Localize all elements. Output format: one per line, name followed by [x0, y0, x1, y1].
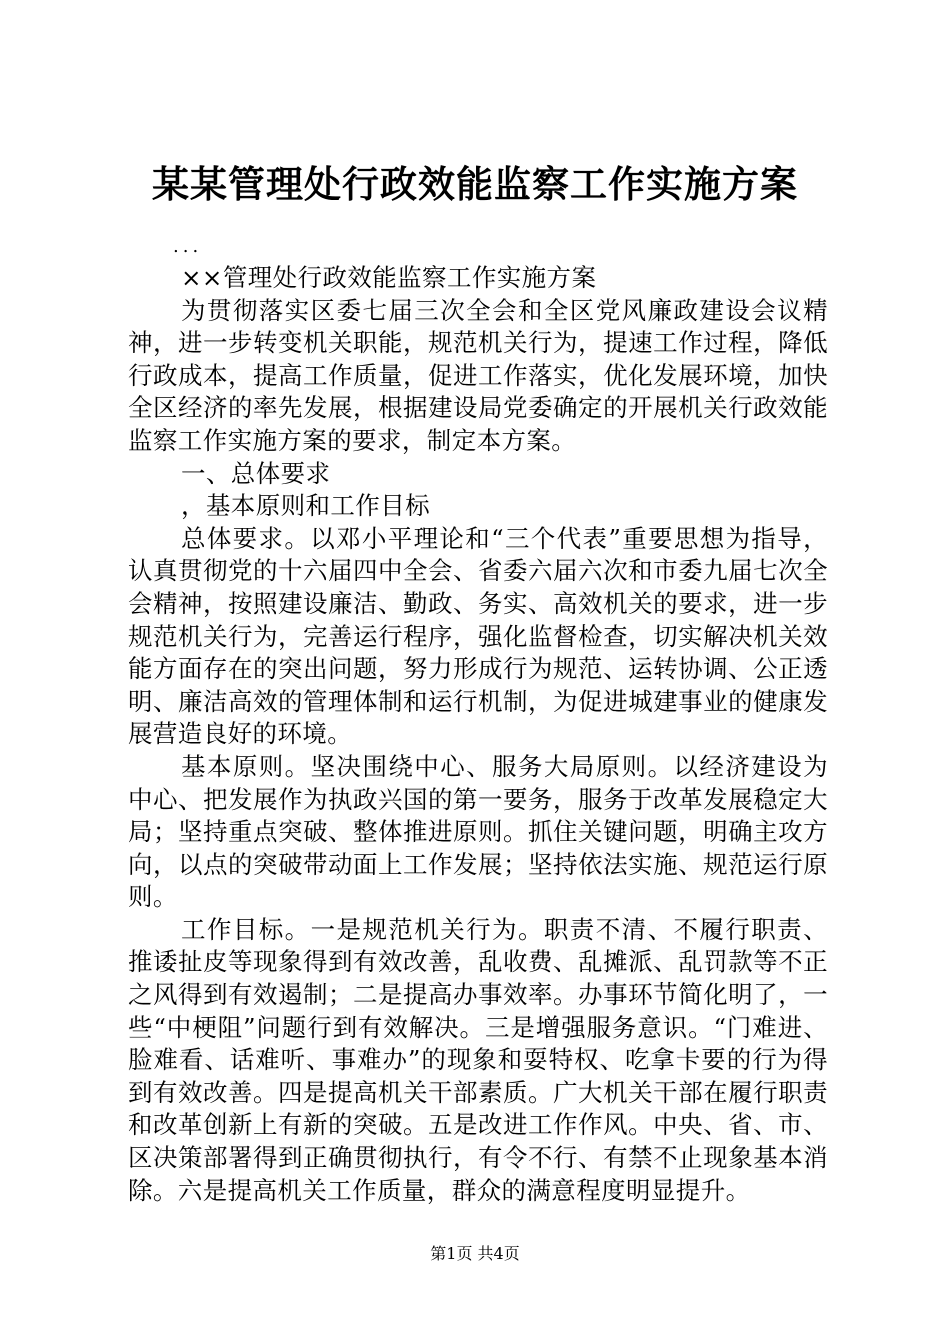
paragraph-work-goals: 工作目标。一是规范机关行为。职责不清、不履行职责、推诿扯皮等现象得到有效改善，乱收费、乱摊派、乱罚款等不正之风得到有效遏制；二是提高办事效率。办事环节简化明了，一些“中梗阻”问题行到有效解决。三是增强服务意识。“门难进、脸难看、话难听、事难办”的现象和耍特权、吃拿卡要的行为得到有效改善。四是提高机关干部素质。广大机关干部在履行职责和改革创新上有新的突破。五是改进工作作风。中央、省、市、区决策部署得到正确贯彻执行，有令不行、有禁不止现象基本消除。六是提高机关工作质量，群众的满意程度明显提升。 — [128, 914, 828, 1205]
section-heading: 一、总体要求 — [181, 458, 331, 488]
document-title: 某某管理处行政效能监察工作实施方案 — [152, 162, 798, 206]
page-number-footer: 第1页 共4页 — [430, 1244, 520, 1263]
paragraph-basic-principles: 基本原则。坚决围绕中心、服务大局原则。以经济建设为中心、把发展作为执政兴国的第一要务，服务于改革发展稳定大局；坚持重点突破、整体推进原则。抓住关键问题，明确主攻方向，以点的突破带动面上工作发展；坚持依法实施、规范运行原则。 — [128, 751, 828, 912]
document-body — [128, 232, 828, 1207]
paragraph-general-requirements: 总体要求。以邓小平理论和“三个代表”重要思想为指导，认真贯彻党的十六届四中全会、省委六届六次和市委九届七次全会精神，按照建设廉洁、勤政、务实、高效机关的要求，进一步规范机关行为，完善运行程序，强化监督检查，切实解决机关效能方面存在的突出问题，努力形成行为规范、运转协调、公正透明、廉洁高效的管理体制和运行机制，为促进城建事业的健康发展营造良好的环境。 — [128, 523, 828, 749]
ellipsis-marker: ... — [173, 236, 203, 257]
paragraph-intro: 为贯彻落实区委七届三次全会和全区党风廉政建设会议精神，进一步转变机关职能，规范机关行为，提速工作过程，降低行政成本，提高工作质量，促进工作落实，优化发展环境，加快全区经济的率先发展，根据建设局党委确定的开展机关行政效能监察工作实施方案的要求，制定本方案。 — [128, 295, 828, 455]
section-subheading: ，基本原则和工作目标 — [181, 491, 430, 521]
paragraph-subtitle: ××管理处行政效能监察工作实施方案 — [181, 263, 597, 292]
